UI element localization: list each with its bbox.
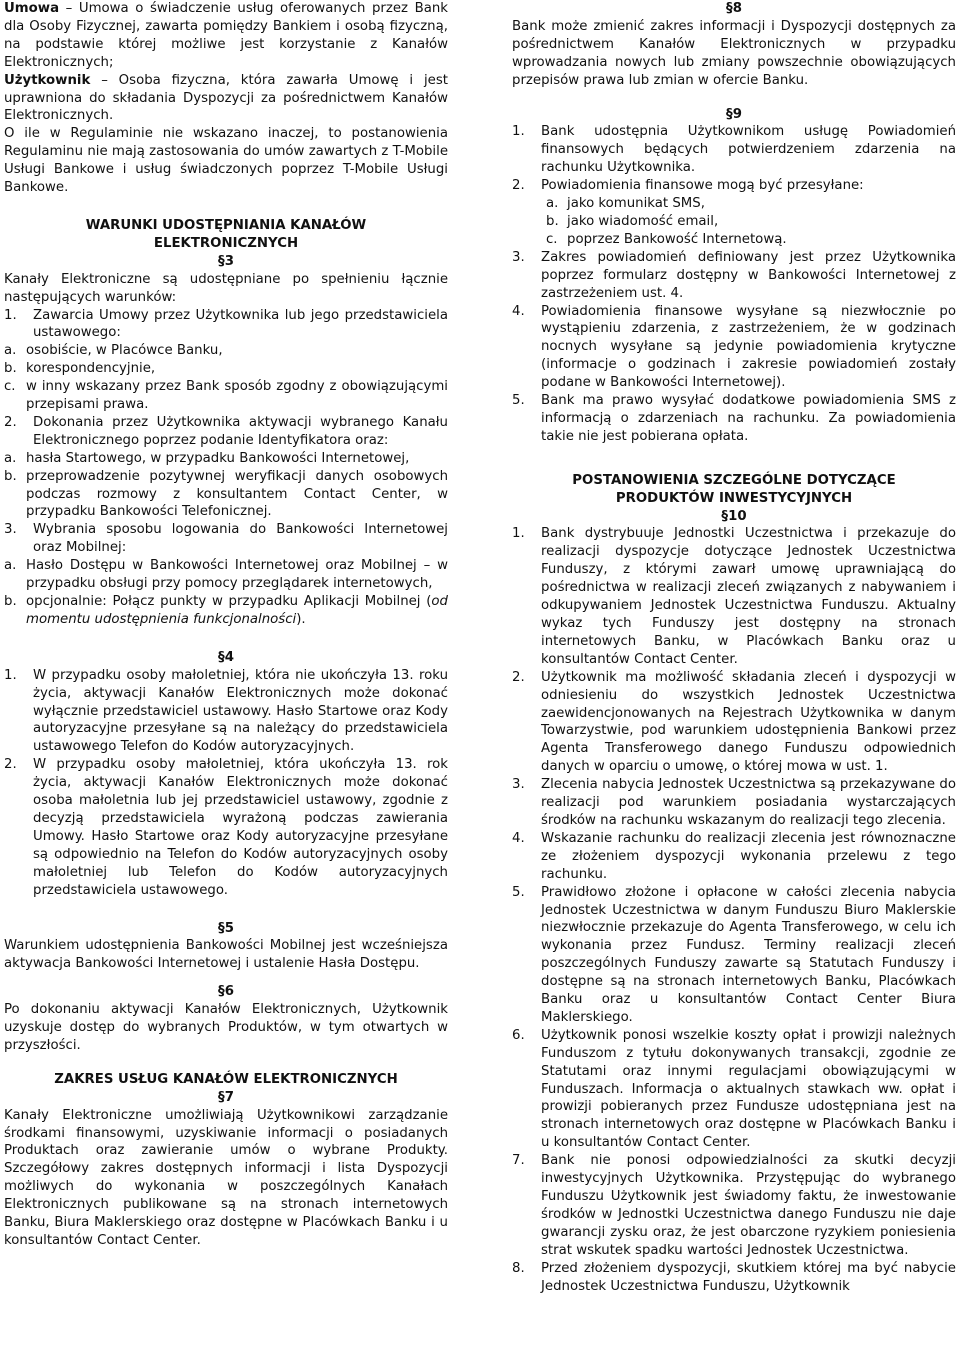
definition-umowa [4,0,448,72]
sub-text: korespondencyjnie, [26,361,156,377]
list-number: 1. [512,124,525,140]
paragraph-text: Po dokonaniu aktywacji Kanałów Elektronicznych, Użytkownik uzyskuje dostęp do wybranych Produktów, w tym otwartych w przyszłości. [4,1002,448,1053]
list-number: 3. [512,777,525,793]
paragraph-text: Kanały Elektroniczne są udostępniane po spełnieniu łącznie następujących warunków: [4,271,448,305]
section-sign: §6 [218,984,234,1000]
section-sign: §3 [218,253,234,269]
section-sign: §7 [218,1089,234,1105]
list-text: Wybrania sposobu logowania do Bankowości Internetowej oraz Mobilnej: [33,522,448,556]
right-column [512,0,956,1295]
sub-letter: a. [4,450,17,466]
list-number: 8. [512,1260,525,1276]
sub-text: jako komunikat SMS, [567,196,705,212]
list-text: Zlecenia nabycia Jednostek Uczestnictwa są przekazywane do realizacji pod warunkiem posiadania wystarczających środków na rachunku wskazanym do realizacji tego zlecenia. [541,777,956,828]
definition-term: Umowa [4,1,60,16]
list-text: Bank nie ponosi odpowiedzialności za skutki decyzji inwestycyjnych Użytkownika. Przystępując do wybranego Funduszu Użytkownik jest świadomy faktu, że inwestowanie środków w Jednostki Uczestnictwa danego Funduszu nie daje gwarancji zysku oraz, że jest obarczone ryzykiem poniesienia strat wskutek spadku wartości Jednostek Uczestnictwa. [541,1153,956,1258]
list-number: 1. [512,526,525,542]
left-column [4,0,448,1250]
list-item [512,669,956,776]
sub-text: w inny wskazany przez Bank sposób zgodny z obowiązującymi przepisami prawa. [26,379,448,413]
paragraph-text: Bank może zmienić zakres informacji i Dyspozycji dostępnych za pośrednictwem Kanałów Elektronicznych w przypadku wprowadzania nowych lub zmiany powszechnie obowiązujących przepisów prawa lub zmian w ofercie Banku. [512,18,956,88]
list-text: Prawidłowo złożone i opłacone w całości zlecenia nabycia Jednostek Uczestnictwa w danym Funduszu Biuro Maklerskie niezwłocznie przekazuje do Agenta Transferowego, w celu ich wykonania przez Fundusz. Terminy realizacji zleceń poszczególnych Funduszy zawarte są Statutach Funduszy i dostępne są na stronach internetowych Banku, Placówkach Banku oraz u konsultantów Contact Center Biura Maklerskiego. [541,884,956,1025]
list-number: 2. [512,178,525,194]
list-text: Powiadomienia finansowe wysyłane są niezwłocznie po wystąpieniu zdarzenia, z zastrzeżeniem, że w godzinach nocnych wysyłane są jedynie powiadomienia krytyczne (informacje o godzinach i zakresie powiadomień zostały podane w Bankowości Internetowej). [541,303,956,391]
sub-text: hasła Startowego, w przypadku Bankowości Internetowej, [26,450,410,466]
sub-text-part: ). [296,611,306,627]
sub-letter: a. [4,558,17,574]
intro-paragraph: O ile w Regulaminie nie wskazano inaczej, to postanowienia Regulaminu nie mają zastosowania do umów zawartych z T-Mobile Usługi Bankowe i usług świadczonych poprzez T-Mobile Usługi Bankowe. [4,126,448,196]
sub-text: przeprowadzenie pozytywnej weryfikacji danych osobowych podczas rozmowy z konsultantem Contact Center, w przypadku Bankowości Telefonicznej. [26,468,448,520]
list-item [512,776,956,830]
sub-list-item [4,468,448,522]
sub-list-item [4,342,448,360]
list-number: 5. [512,884,525,900]
sub-list-item [512,195,956,213]
list-item [4,521,448,557]
list-text: Wskazanie rachunku do realizacji zlecenia jest równoznaczne ze złożeniem dyspozycji wykonania przelewu z tego rachunku. [541,830,956,882]
sub-letter: b. [4,594,17,609]
sub-text [26,594,448,627]
sub-text-italic: od momentu udostępnienia funkcjonalności [26,594,448,627]
paragraph-text: Kanały Elektroniczne umożliwiają Użytkownikowi zarządzanie środkami finansowymi, uzyskiwanie informacji o posiadanych Produktach oraz zawieranie umów o wybrane Produkty. Szczegółowy zakres dostępnych informacji i lista Dyspozycji możliwych do wykonania w poszczególnych Kanałach Elektronicznych publikowane są na stronach internetowych Banku, Biura Maklerskiego oraz dostępne w Placówkach Banku i u konsultantów Contact Center. [4,1107,448,1248]
list-text: W przypadku osoby małoletniej, która nie ukończyła 13. roku życia, aktywacji Kanałów Elektronicznych może dokonać wyłącznie przedstawiciel ustawowy. Hasło Startowe oraz Kody autoryzacyjne przesyłane są na należący do przedstawiciela ustawowego Telefon do Kodów autoryzacyjnych. [33,667,448,755]
list-number: 1. [4,667,17,683]
list-item [4,414,448,450]
section-heading: POSTANOWIENIA SZCZEGÓLNE DOTYCZĄCE PRODUKTÓW INWESTYCYJNYCH [572,472,896,506]
list-number: 1. [4,307,17,323]
section-sign: §5 [218,920,234,936]
sub-letter: a. [4,343,17,359]
list-number: 4. [512,830,525,846]
list-text: Powiadomienia finansowe mogą być przesyłane: [541,178,864,194]
sub-letter: c. [546,231,558,247]
section-heading: ZAKRES USŁUG KANAŁÓW ELEKTRONICZNYCH [54,1071,398,1087]
sub-list-item [512,213,956,231]
list-text: Bank udostępnia Użytkownikom usługę Powiadomień finansowych będących potwierdzeniem zdarzenia na rachunku Użytkownika. [541,124,956,176]
list-item [512,249,956,303]
list-text: Zakres powiadomień definiowany jest przez Użytkownika poprzez formularz dostępny w Bankowości Internetowej z zastrzeżeniem ust. 4. [541,249,956,301]
sub-letter: b. [4,361,17,377]
list-text: Bank dystrybuuje Jednostki Uczestnictwa i przekazuje do realizacji dyspozycje dotyczące Jednostek Uczestnictwa Funduszy, z którymi zawarł umowę uprawniającą do pośrednictwa w realizacji zleceń związanych z nabywaniem i odkupywaniem Jednostek Uczestnictwa Funduszu. Aktualny wykaz tych Funduszy jest dostępny na stronach internetowych Banku, w Placówkach Banku oraz u konsultantów Contact Center. [541,526,956,667]
section-sign: §8 [726,1,742,16]
list-item [512,392,956,446]
section-sign: §4 [218,649,234,665]
sub-list-item [512,231,956,249]
list-item [512,1260,956,1296]
sub-letter: b. [4,468,17,484]
definition-text: – Umowa o świadczenie usług oferowanych przez Bank dla Osoby Fizycznej, zawarta pomiędzy Bankiem i osobą fizyczną, na podstawie której możliwe jest korzystanie z Kanałów Elektronicznych; [4,1,448,70]
sub-text-part: opcjonalnie: Połącz punkty w przypadku Aplikacji Mobilnej ( [26,594,432,609]
list-number: 2. [4,757,17,773]
definition-uzytkownik [4,72,448,126]
sub-letter: c. [4,379,16,395]
sub-list-item [4,593,448,629]
sub-list-item [4,450,448,468]
section-sign: §9 [726,106,742,122]
list-text: Użytkownik ma możliwość składania zleceń i dyspozycji w odniesieniu do wszystkich Jednostek Uczestnictwa zaewidencjonowanych na Rejestrach Użytkownika w danym Towarzystwie, pod warunkiem udostępnienia Bankowi przez Agenta Transferowego danego Funduszu odpowiednich danych w oparciu o umowę, o której mowa w ust. 1. [541,669,956,775]
list-text: Użytkownik ponosi wszelkie koszty opłat i prowizji należnych Funduszom z tytułu dokonywanych transakcji, zgodnie ze Statutami oraz innymi regulacjami obowiązującymi w Funduszach. Informacja o aktualnych stawkach ww. opłat i prowizji pobieranych przez Fundusze udostępniana jest na stronach internetowych oraz dostępne w Placówkach Banku i u konsultantów Contact Center. [541,1027,956,1151]
list-number: 4. [512,303,525,319]
paragraph-text: Warunkiem udostępnienia Bankowości Mobilnej jest wcześniejsza aktywacja Bankowości Internetowej i ustalenie Hasła Dostępu. [4,938,448,972]
list-number: 2. [4,414,17,430]
list-item [512,525,956,668]
list-text: Dokonania przez Użytkownika aktywacji wybranego Kanału Elektronicznego poprzez podanie Identyfikatora oraz: [33,414,448,448]
list-item [512,1027,956,1152]
sub-text: Hasło Dostępu w Bankowości Internetowej oraz Mobilnej – w przypadku obsługi przy pomocy przeglądarek internetowych, [26,558,448,592]
list-number: 3. [512,249,525,265]
list-number: 3. [4,522,17,538]
list-number: 6. [512,1027,525,1043]
list-item [512,1152,956,1259]
sub-text: osobiście, w Placówce Banku, [26,343,223,359]
list-text: Przed złożeniem dyspozycji, skutkiem której ma być nabycie Jednostek Uczestnictwa Funduszu, Użytkownik [541,1260,956,1294]
sub-list-item [4,360,448,378]
list-item [4,756,448,899]
sub-list-item [4,557,448,593]
sub-letter: b. [546,213,559,229]
list-item [512,830,956,884]
list-number: 2. [512,669,525,685]
list-item [512,884,956,1027]
list-text: Zawarcia Umowy przez Użytkownika lub jego przedstawiciela ustawowego: [33,307,448,341]
sub-list-item [4,378,448,414]
list-item [4,307,448,343]
list-number: 5. [512,393,525,409]
section-heading: WARUNKI UDOSTĘPNIANIA KANAŁÓW ELEKTRONICZNYCH [85,217,367,251]
definition-text: – Osoba fizyczna, która zawarła Umowę i jest uprawniona do składania Dyspozycji za pośrednictwem Kanałów Elektronicznych. [4,72,448,124]
list-item [4,667,448,757]
sub-letter: a. [546,196,559,212]
sub-text: poprzez Bankowość Internetową. [567,231,787,247]
list-text: W przypadku osoby małoletniej, która ukończyła 13. rok życia, aktywacji Kanałów Elektronicznych może dokonać osoba małoletnia lub jej przedstawiciel ustawowy, zgodnie z decyzją przedstawiciela wyrażoną podczas zawierania Umowy. Hasło Startowe oraz Kody autoryzacyjne przesyłane są odpowiednio na Telefon do Kodów autoryzacyjnych osoby małoletniej lub Telefon do Kodów autoryzacyjnych przedstawiciela ustawowego. [33,757,448,898]
list-text: Bank ma prawo wysyłać dodatkowe powiadomienia SMS z informacją o zdarzeniach na rachunku. Za powiadomienia takie nie jest pobierana opłata. [541,393,956,444]
section-sign: §10 [721,508,747,524]
list-item [512,303,956,393]
list-number: 7. [512,1153,525,1169]
definition-term: Użytkownik [4,72,91,88]
list-item [512,123,956,177]
list-item [512,177,956,195]
sub-text: jako wiadomość email, [567,213,719,229]
